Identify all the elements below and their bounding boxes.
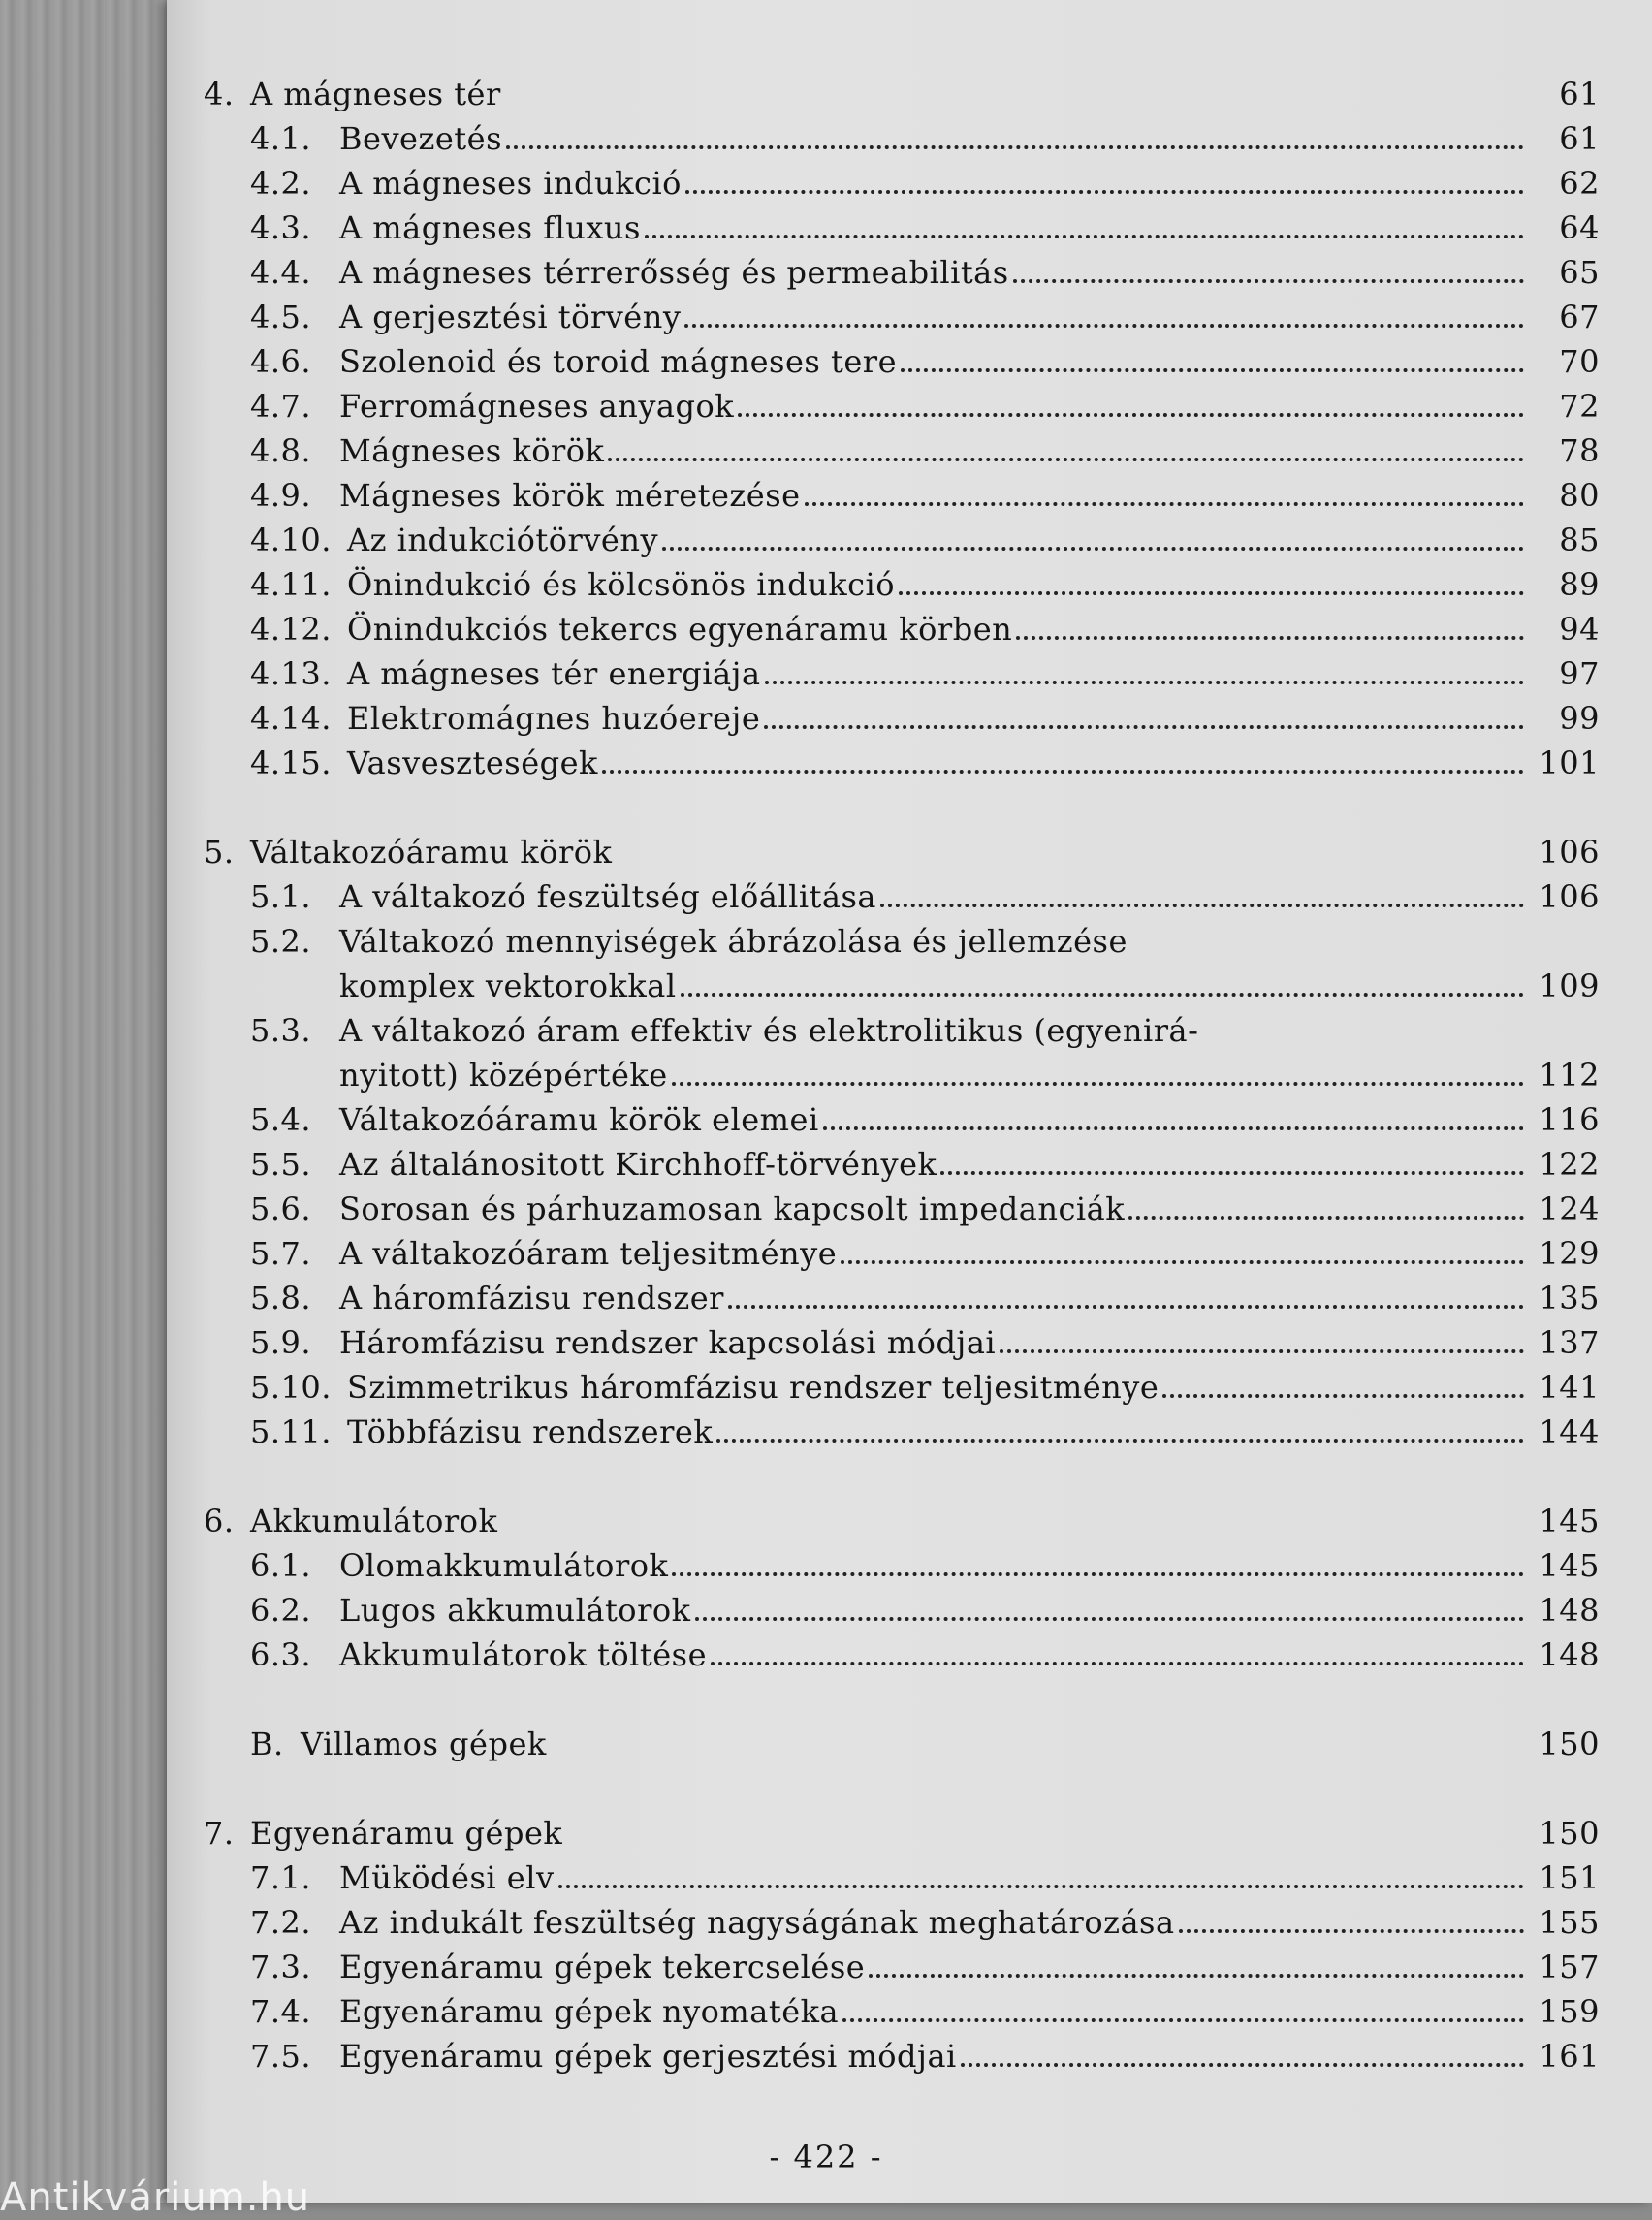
toc-entry-title: A mágneses fluxus <box>339 209 641 246</box>
toc-entry-page: 159 <box>1539 1993 1600 2030</box>
toc-entry-page: 122 <box>1539 1146 1600 1183</box>
dot-leader <box>716 1439 1524 1443</box>
toc-entry-number: 4.8. <box>250 432 312 469</box>
toc-entry-number: 7.2. <box>250 1904 312 1941</box>
toc-entry-number: 5.1. <box>250 878 312 915</box>
toc-entry-number: 4.14. <box>250 700 332 737</box>
toc-entry-page: 106 <box>1539 834 1600 871</box>
dot-leader <box>506 145 1524 149</box>
toc-entry-page: 144 <box>1539 1413 1600 1450</box>
toc-entry-page: 151 <box>1539 1859 1600 1896</box>
toc-entry-number: 5.8. <box>250 1280 312 1316</box>
toc-entry-title: A mágneses tér energiája <box>347 655 761 692</box>
toc-entry-page: 109 <box>1539 967 1600 1004</box>
toc-entry <box>204 655 1600 694</box>
dot-leader <box>1128 1216 1524 1220</box>
dot-leader <box>823 1126 1524 1130</box>
toc-entry-number: 5.6. <box>250 1190 312 1227</box>
toc-entry <box>204 299 1600 337</box>
toc-entry-number: 4.7. <box>250 388 312 425</box>
toc-entry <box>204 1859 1600 1898</box>
toc-entry <box>204 834 1600 872</box>
toc-entry-page: 137 <box>1539 1324 1600 1361</box>
toc-entry-number: 6.3. <box>250 1636 312 1673</box>
toc-entry <box>204 1280 1600 1318</box>
toc-entry-title: Önindukciós tekercs egyenáramu körben <box>347 611 1013 648</box>
toc-entry-title: Szolenoid és toroid mágneses tere <box>339 343 898 380</box>
toc-entry-page: 148 <box>1539 1636 1600 1673</box>
toc-entry-title: Egyenáramu gépek nyomatéka <box>339 1993 840 2030</box>
dot-leader <box>602 770 1524 774</box>
toc-entry-number: 4.3. <box>250 209 312 246</box>
dot-leader <box>645 235 1524 238</box>
toc-entry <box>204 1101 1600 1140</box>
toc-entry-number: 4.11. <box>250 566 332 603</box>
dot-leader <box>764 725 1524 729</box>
toc-entry-number: 5.3. <box>250 1012 312 1049</box>
toc-entry <box>204 2038 1600 2077</box>
toc-entry-title: A váltakozó feszültség előállitása <box>339 878 876 915</box>
toc-entry-number: 7. <box>204 1815 235 1852</box>
dot-leader <box>558 1885 1524 1888</box>
dot-leader <box>685 190 1524 194</box>
toc-entry-page: 97 <box>1559 655 1600 692</box>
dot-leader <box>1016 636 1524 640</box>
toc-entry <box>204 1815 1600 1854</box>
toc-entry <box>204 1012 1600 1051</box>
toc-entry-number: 4.4. <box>250 254 312 291</box>
toc-entry-page: 116 <box>1539 1101 1600 1138</box>
toc-entry <box>204 432 1600 471</box>
toc-entry-page: 62 <box>1559 165 1600 202</box>
toc-entry <box>204 967 1600 1006</box>
toc-entry <box>204 254 1600 293</box>
toc-entry <box>204 700 1600 739</box>
toc-entry-page: 64 <box>1559 209 1600 246</box>
watermark-text: Antikvárium.hu <box>0 2175 311 2220</box>
dot-leader <box>805 502 1524 506</box>
toc-entry-page: 155 <box>1539 1904 1600 1941</box>
toc-entry-title: Akkumulátorok töltése <box>339 1636 708 1673</box>
toc-entry <box>204 209 1600 248</box>
toc-entry-number: 5.7. <box>250 1235 312 1272</box>
toc-entry-title: A gerjesztési törvény <box>339 299 682 335</box>
toc-entry-page: 124 <box>1539 1190 1600 1227</box>
toc-entry-page: 145 <box>1539 1503 1600 1539</box>
toc-entry-title: Sorosan és párhuzamosan kapcsolt impedanciák <box>339 1190 1126 1227</box>
dot-leader <box>841 1260 1524 1264</box>
toc-entry-page: 65 <box>1559 254 1600 291</box>
toc-entry <box>204 1726 1600 1764</box>
toc-entry-title: Villamos gépek <box>301 1726 547 1762</box>
toc-entry-number: 6.1. <box>250 1547 312 1584</box>
toc-entry-page: 145 <box>1539 1547 1600 1584</box>
toc-entry <box>204 165 1600 204</box>
toc-entry-number: 5.10. <box>250 1369 332 1406</box>
toc-entry <box>204 745 1600 783</box>
toc-entry <box>204 388 1600 427</box>
dot-leader <box>869 1974 1524 1978</box>
toc-entry-number: 4. <box>204 76 235 112</box>
toc-entry-page: 148 <box>1539 1592 1600 1629</box>
toc-entry-page: 94 <box>1559 611 1600 648</box>
toc-entry <box>204 522 1600 560</box>
dot-leader <box>901 368 1524 372</box>
toc-entry-number: 4.13. <box>250 655 332 692</box>
toc-entry <box>204 1949 1600 1987</box>
toc-entry-title: A háromfázisu rendszer <box>339 1280 724 1316</box>
toc-entry-number: 6. <box>204 1503 235 1539</box>
toc-entry-title: Mágneses körök <box>339 432 605 469</box>
dot-leader <box>672 1082 1524 1086</box>
toc-entry-title: A mágneses térrerősség és permeabilitás <box>339 254 1009 291</box>
dot-leader <box>961 2063 1524 2067</box>
toc-entry-title: Egyenáramu gépek <box>250 1815 563 1852</box>
toc-entry <box>204 1993 1600 2032</box>
toc-entry-number: 5.4. <box>250 1101 312 1138</box>
toc-entry-number: 5.11. <box>250 1413 332 1450</box>
toc-entry-title: komplex vektorokkal <box>339 967 677 1004</box>
toc-entry-page: 78 <box>1559 432 1600 469</box>
toc-entry <box>204 923 1600 962</box>
toc-entry-number: 4.1. <box>250 120 312 157</box>
toc-entry <box>204 343 1600 382</box>
toc-entry-title: Egyenáramu gépek tekercselése <box>339 1949 866 1985</box>
toc-entry-page: 85 <box>1559 522 1600 558</box>
dot-leader <box>681 993 1524 997</box>
dot-leader <box>662 547 1524 551</box>
toc-entry-title: A váltakozó áram effektiv és elektrolitikus (egyenirá- <box>339 1012 1199 1049</box>
toc-entry-title: A mágneses tér <box>250 76 501 112</box>
toc-entry-number: 5.2. <box>250 923 312 960</box>
dot-leader <box>672 1572 1524 1576</box>
toc-entry <box>204 1413 1600 1452</box>
toc-entry-number: 4.5. <box>250 299 312 335</box>
toc-entry <box>204 1369 1600 1408</box>
toc-entry <box>204 76 1600 114</box>
toc-entry <box>204 1235 1600 1274</box>
dot-leader <box>728 1305 1524 1309</box>
toc-entry-number: 4.9. <box>250 477 312 514</box>
toc-entry-title: Az indukciótörvény <box>347 522 659 558</box>
background-surface <box>0 0 175 2203</box>
dot-leader <box>684 324 1524 328</box>
page-number-footer: - 422 - <box>769 2139 883 2175</box>
toc-entry <box>204 1547 1600 1586</box>
toc-entry-title: Önindukció és kölcsönös indukció <box>347 566 896 603</box>
toc-entry-page: 106 <box>1539 878 1600 915</box>
toc-entry-number: 4.6. <box>250 343 312 380</box>
toc-entry <box>204 878 1600 917</box>
toc-entry-page: 129 <box>1539 1235 1600 1272</box>
toc-entry-title: Váltakozó mennyiségek ábrázolása és jellemzése <box>339 923 1128 960</box>
toc-entry-title: Olomakkumulátorok <box>339 1547 669 1584</box>
toc-entry-title: Mágneses körök méretezése <box>339 477 801 514</box>
toc-entry <box>204 120 1600 159</box>
toc-entry-number: 4.12. <box>250 611 332 648</box>
dot-leader <box>1000 1349 1524 1353</box>
toc-entry-number: B. <box>250 1726 284 1762</box>
toc-entry-number: 5.5. <box>250 1146 312 1183</box>
dot-leader <box>765 681 1524 684</box>
toc-entry-title: A váltakozóáram teljesitménye <box>339 1235 838 1272</box>
toc-entry-page: 61 <box>1559 76 1600 112</box>
toc-entry-page: 70 <box>1559 343 1600 380</box>
toc-entry-page: 112 <box>1539 1057 1600 1094</box>
toc-entry-number: 7.1. <box>250 1859 312 1896</box>
toc-entry <box>204 1190 1600 1229</box>
toc-entry-title: Váltakozóáramu körök elemei <box>339 1101 819 1138</box>
toc-entry-title: Egyenáramu gépek gerjesztési módjai <box>339 2038 957 2075</box>
toc-entry-page: 61 <box>1559 120 1600 157</box>
dot-leader <box>1179 1929 1524 1933</box>
toc-entry <box>204 1324 1600 1363</box>
toc-entry-title: A mágneses indukció <box>339 165 682 202</box>
toc-entry-title: Elektromágnes huzóereje <box>347 700 761 737</box>
toc-entry-title: Müködési elv <box>339 1859 555 1896</box>
dot-leader <box>842 2018 1524 2022</box>
toc-entry-number: 7.4. <box>250 1993 312 2030</box>
toc-entry-title: nyitott) középértéke <box>339 1057 668 1094</box>
toc-entry <box>204 1636 1600 1675</box>
toc-entry-title: Bevezetés <box>339 120 502 157</box>
dot-leader <box>738 413 1524 417</box>
dot-leader <box>899 591 1524 595</box>
toc-entry <box>204 1146 1600 1185</box>
toc-entry-page: 150 <box>1539 1726 1600 1762</box>
toc-entry <box>204 1592 1600 1631</box>
toc-entry-number: 5.9. <box>250 1324 312 1361</box>
dot-leader <box>940 1171 1524 1175</box>
toc-entry-page: 150 <box>1539 1815 1600 1852</box>
toc-entry-number: 5. <box>204 834 235 871</box>
toc-entry-page: 99 <box>1559 700 1600 737</box>
toc-entry-title: Ferromágneses anyagok <box>339 388 735 425</box>
dot-leader <box>880 904 1524 907</box>
toc-entry-title: Többfázisu rendszerek <box>347 1413 714 1450</box>
toc-entry-title: Az indukált feszültség nagyságának meghatározása <box>339 1904 1175 1941</box>
toc-entry <box>204 1503 1600 1541</box>
dot-leader <box>1162 1394 1524 1398</box>
toc-entry-title: Az általánositott Kirchhoff-törvények <box>339 1146 937 1183</box>
toc-entry-title: Vasveszteségek <box>347 745 598 781</box>
toc-entry-number: 7.3. <box>250 1949 312 1985</box>
toc-entry-title: Váltakozóáramu körök <box>250 834 613 871</box>
toc-entry <box>204 1057 1600 1095</box>
toc-entry-page: 101 <box>1539 745 1600 781</box>
toc-entry-page: 161 <box>1539 2038 1600 2075</box>
toc-entry-title: Szimmetrikus háromfázisu rendszer teljesitménye <box>347 1369 1160 1406</box>
toc-entry <box>204 1904 1600 1943</box>
toc-entry-page: 135 <box>1539 1280 1600 1316</box>
toc-entry-number: 6.2. <box>250 1592 312 1629</box>
toc-entry-page: 80 <box>1559 477 1600 514</box>
toc-entry-number: 7.5. <box>250 2038 312 2075</box>
toc-entry <box>204 477 1600 516</box>
toc-entry-title: Háromfázisu rendszer kapcsolási módjai <box>339 1324 997 1361</box>
toc-entry-page: 72 <box>1559 388 1600 425</box>
toc-entry-page: 157 <box>1539 1949 1600 1985</box>
dot-leader <box>695 1617 1524 1621</box>
toc-entry-number: 4.2. <box>250 165 312 202</box>
dot-leader <box>608 458 1524 461</box>
dot-leader <box>1013 279 1524 283</box>
toc-entry <box>204 611 1600 650</box>
toc-entry-number: 4.10. <box>250 522 332 558</box>
toc-entry-page: 67 <box>1559 299 1600 335</box>
toc-entry-title: Akkumulátorok <box>250 1503 498 1539</box>
toc-entry-page: 141 <box>1539 1369 1600 1406</box>
toc-entry-number: 4.15. <box>250 745 332 781</box>
toc-entry-page: 89 <box>1559 566 1600 603</box>
toc-entry-title: Lugos akkumulátorok <box>339 1592 691 1629</box>
dot-leader <box>711 1662 1524 1665</box>
toc-entry <box>204 566 1600 605</box>
